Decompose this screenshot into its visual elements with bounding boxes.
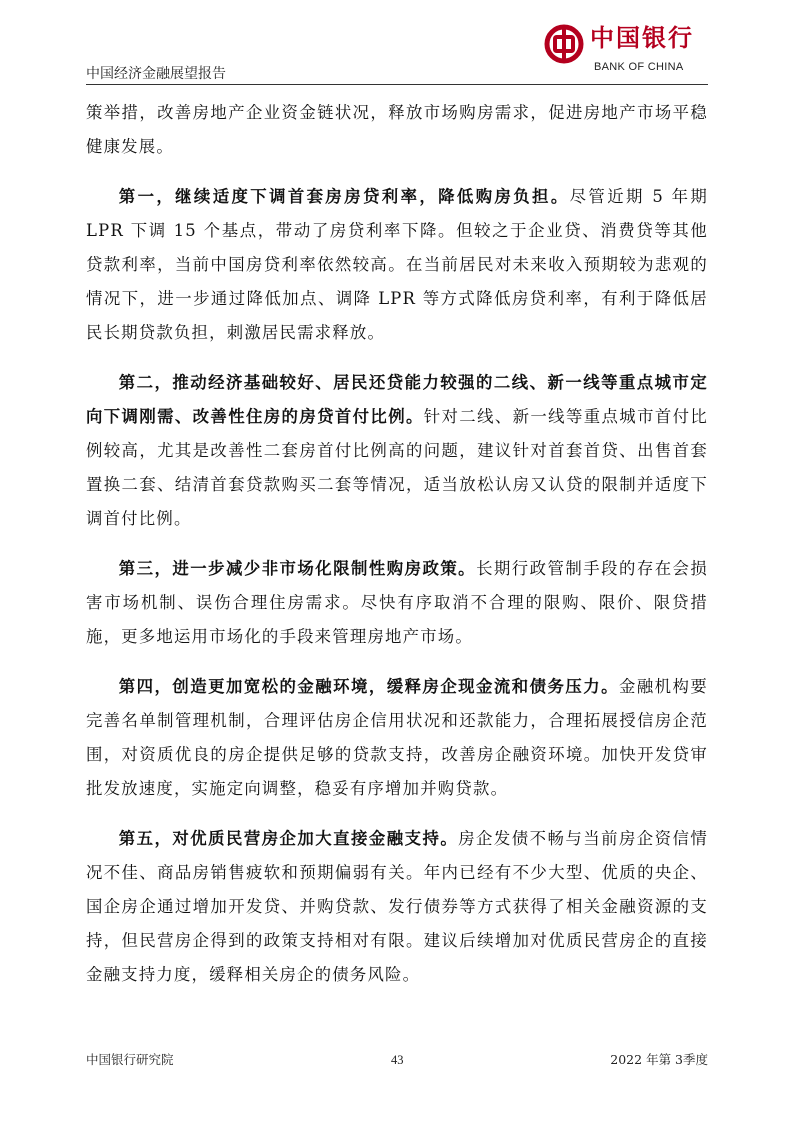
paragraph-text: 尽管近期 5 年期 LPR 下调 15 个基点，带动了房贷利率下降。但较之于企业贷、消费贷等其他贷款利率，当前中国房贷利率依然较高。在当前居民对未来收入预期较为悲观的情况下，进一步通过降低加点、调降 LPR 等方式降低房贷利率，有利于降低居民长期贷款负担，刺激居民需求释放。 bbox=[86, 187, 708, 342]
footer-period: 2022 年第 3季度 bbox=[610, 1052, 708, 1067]
intro-paragraph: 策举措，改善房地产企业资金链状况，释放市场购房需求，促进房地产市场平稳健康发展。 bbox=[86, 103, 708, 156]
logo-chinese-name: 中国银行 bbox=[590, 23, 694, 52]
page-number: 43 bbox=[391, 1053, 404, 1067]
paragraph-text: 金融机构要完善名单制管理机制，合理评估房企信用状况和还款能力，合理拓展授信房企范围，对资质优良的房企提供足够的贷款支持，改善房企融资环境。加快开发贷审批发放速度，实施定向调整，稳妥有序增加并购贷款。 bbox=[86, 677, 708, 798]
header-divider bbox=[86, 84, 708, 85]
policy-paragraph-1 bbox=[86, 180, 708, 350]
paragraph-text: 房企发债不畅与当前房企资信情况不佳、商品房销售疲软和预期偏弱有关。年内已经有不少大型、优质的央企、国企房企通过增加开发贷、并购贷款、发行债券等方式获得了相关金融资源的支持，但民营房企得到的政策支持相对有限。建议后续增加对优质民营房企的直接金融支持力度，缓释相关房企的债务风险。 bbox=[86, 829, 708, 984]
paragraph-lead: 第五，对优质民营房企加大直接金融支持。 bbox=[118, 829, 459, 848]
report-body bbox=[86, 96, 708, 992]
logo-english-name: BANK OF CHINA bbox=[594, 61, 684, 73]
bank-logo bbox=[544, 22, 708, 80]
bank-of-china-emblem-icon bbox=[544, 24, 584, 64]
paragraph-text: 针对二线、新一线等重点城市首付比例较高，尤其是改善性二套房首付比例高的问题，建议针对首套首贷、出售首套置换二套、结清首套贷款购买二套等情况，适当放松认房又认贷的限制并适度下调首付比例。 bbox=[86, 407, 708, 528]
footer-institute: 中国银行研究院 bbox=[86, 1052, 174, 1067]
policy-paragraph-3 bbox=[86, 552, 708, 654]
policy-paragraph-2 bbox=[86, 366, 708, 536]
report-title: 中国经济金融展望报告 bbox=[86, 66, 226, 82]
policy-paragraph-4 bbox=[86, 670, 708, 806]
paragraph-text: 长期行政管制手段的存在会损害市场机制、误伤合理住房需求。尽快有序取消不合理的限购、限价、限贷措施，更多地运用市场化的手段来管理房地产市场。 bbox=[86, 559, 709, 646]
paragraph-lead: 第二，推动经济基础较好、居民还贷能力较强的二线、新一线等重点城市定向下调刚需、改善性住房的房贷首付比例。 bbox=[86, 373, 708, 426]
policy-paragraph-5 bbox=[86, 822, 708, 992]
paragraph-lead: 第三，进一步减少非市场化限制性购房政策。 bbox=[118, 559, 477, 578]
page-header bbox=[86, 0, 708, 86]
paragraph-lead: 第四，创造更加宽松的金融环境，缓释房企现金流和债务压力。 bbox=[118, 677, 619, 696]
page-footer bbox=[86, 1052, 708, 1072]
paragraph-lead: 第一，继续适度下调首套房房贷利率，降低购房负担。 bbox=[118, 187, 570, 206]
